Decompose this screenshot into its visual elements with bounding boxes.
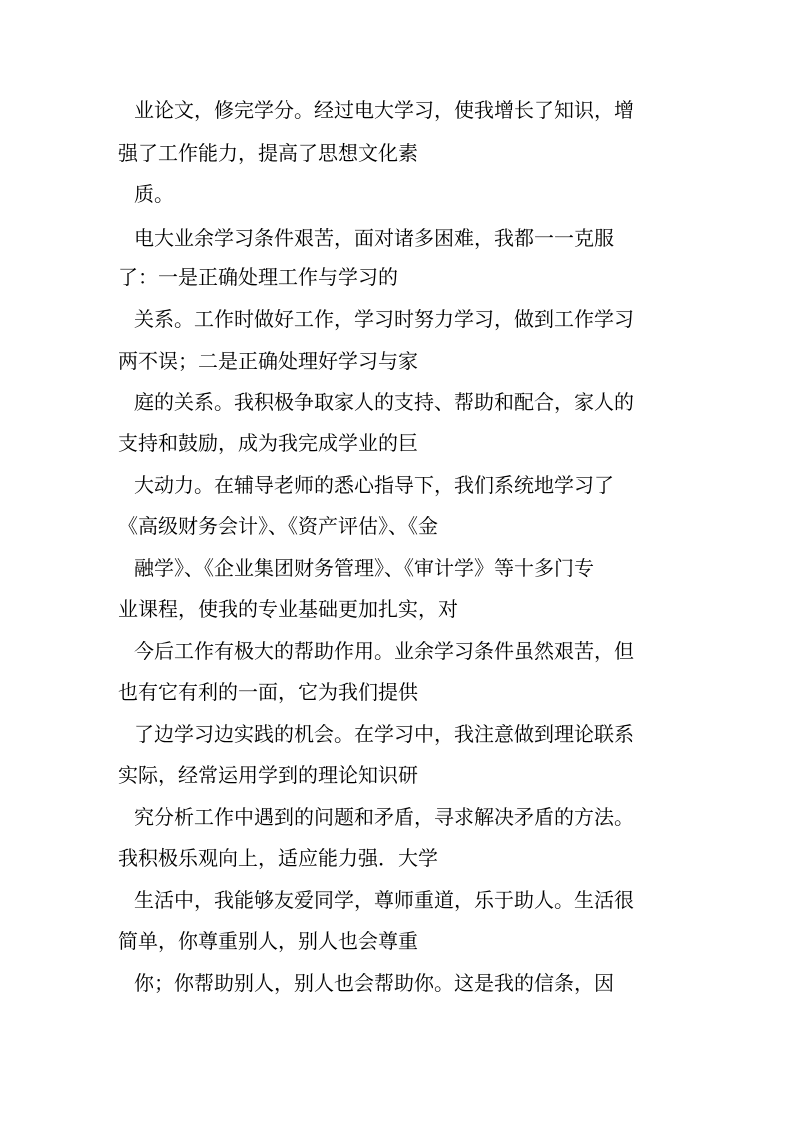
text-line: 我积极乐观向上，适应能力强．大学	[118, 846, 438, 870]
text-line: 关系。工作时做好工作，学习时努力学习，做到工作学习	[134, 307, 634, 331]
text-line: 强了工作能力，提高了思想文化素	[118, 141, 418, 165]
text-line: 质。	[134, 182, 174, 206]
text-line: 了：一是正确处理工作与学习的	[118, 265, 398, 289]
text-line: 大动力。在辅导老师的悉心指导下，我们系统地学习了	[134, 473, 614, 497]
text-line: 《高级财务会计》、《资产评估》、《金	[118, 514, 438, 538]
text-line: 实际，经常运用学到的理论知识研	[118, 763, 418, 787]
text-line: 融学》、《企业集团财务管理》、《审计学》等十多门专	[134, 556, 594, 580]
text-line: 简单，你尊重别人，别人也会尊重	[118, 929, 418, 953]
text-line: 今后工作有极大的帮助作用。业余学习条件虽然艰苦，但	[134, 639, 634, 663]
text-line: 电大业余学习条件艰苦，面对诸多困难，我都一一克服	[134, 226, 614, 250]
text-line: 生活中，我能够友爱同学，尊师重道，乐于助人。生活很	[134, 888, 634, 912]
text-line: 业论文，修完学分。经过电大学习，使我增长了知识，增	[134, 98, 634, 122]
text-line: 业课程，使我的专业基础更加扎实，对	[118, 597, 458, 621]
text-line: 究分析工作中遇到的问题和矛盾，寻求解决矛盾的方法。	[134, 805, 634, 829]
text-line: 支持和鼓励，成为我完成学业的巨	[118, 431, 418, 455]
text-line: 你；你帮助别人，别人也会帮助你。这是我的信条，因	[134, 971, 614, 995]
text-line: 庭的关系。我积极争取家人的支持、帮助和配合，家人的	[134, 390, 634, 414]
text-line: 两不误；二是正确处理好学习与家	[118, 349, 418, 373]
text-line: 也有它有利的一面，它为我们提供	[118, 680, 418, 704]
text-line: 了边学习边实践的机会。在学习中，我注意做到理论联系	[134, 722, 634, 746]
